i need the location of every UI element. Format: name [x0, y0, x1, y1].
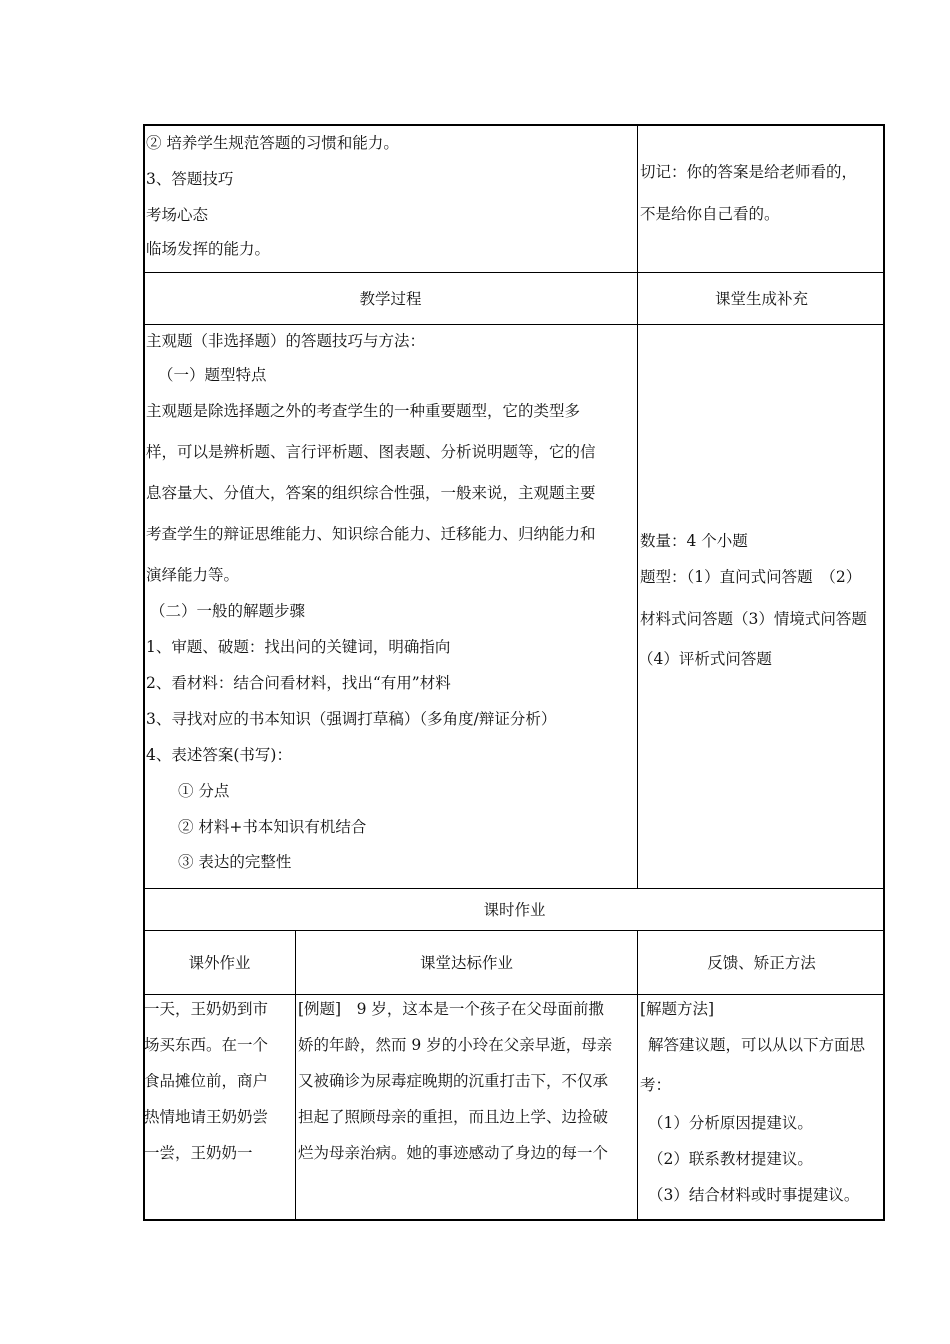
row1-left-line-3: 考场心态 — [146, 206, 209, 224]
row6-col1-line-1: 一天，王奶奶到市 — [144, 1000, 269, 1018]
row6-col2-line-2: 娇的年龄，然而 9 岁的小玲在父亲早逝，母亲 — [298, 1036, 613, 1054]
row1-left-cell — [143, 124, 637, 272]
header-class-supplement: 课堂生成补充 — [637, 272, 885, 324]
row3-right-line-1: 数量：4 个小题 — [640, 532, 748, 550]
row6-col3-line-6: （3）结合材料或时事提建议。 — [648, 1186, 860, 1204]
row3-line-10: 2、看材料：结合问看材料，找出“有用”材料 — [146, 674, 451, 692]
row3-line-15: ③ 表达的完整性 — [178, 853, 292, 871]
row3-right-line-4: （4）评析式问答题 — [638, 650, 772, 668]
row3-line-12: 4、表述答案(书写)： — [146, 746, 292, 764]
row6-col2-line-5: 烂为母亲治病。她的事迹感动了身边的每一个 — [298, 1144, 609, 1162]
row1-right-cell — [637, 124, 885, 272]
row6-col3-line-4: （1）分析原因提建议。 — [648, 1114, 813, 1132]
row3-line-6: 考查学生的辩证思维能力、知识综合能力、迁移能力、归纳能力和 — [146, 525, 596, 543]
row6-col1-line-3: 食品摊位前，商户 — [144, 1072, 269, 1090]
header-teaching-process: 教学过程 — [143, 272, 637, 324]
row3-line-2: （一）题型特点 — [158, 366, 267, 384]
row3-line-9: 1、审题、破题：找出问的关键词，明确指向 — [146, 638, 451, 656]
row3-line-3: 主观题是除选择题之外的考查学生的一种重要题型，它的类型多 — [146, 402, 581, 420]
header-homework: 课时作业 — [143, 888, 885, 930]
row1-right-line-2: 不是给你自己看的。 — [640, 205, 780, 223]
row6-col2-line-3: 又被确诊为尿毒症晚期的沉重打击下，不仅承 — [298, 1072, 609, 1090]
row3-right-cell — [637, 324, 885, 888]
row3-line-13: ① 分点 — [178, 782, 230, 800]
row6-col1-line-2: 场买东西。在一个 — [144, 1036, 269, 1054]
row6-col1-cell — [143, 994, 295, 1221]
header-outside-homework: 课外作业 — [143, 930, 295, 994]
row6-col2-line-4: 担起了照顾母亲的重担，而且边上学、边捡破 — [298, 1108, 609, 1126]
row3-left-cell — [143, 324, 637, 888]
row3-line-14: ② 材料+书本知识有机结合 — [178, 818, 367, 836]
row6-col3-line-5: （2）联系教材提建议。 — [648, 1150, 813, 1168]
row6-col3-line-3: 考： — [640, 1076, 672, 1094]
row3-line-8: （二）一般的解题步骤 — [150, 602, 306, 620]
row1-right-line-1: 切记：你的答案是给老师看的， — [640, 163, 858, 181]
row3-line-11: 3、寻找对应的书本知识（强调打草稿）（多角度/辩证分析） — [146, 710, 557, 728]
row6-col1-line-4: 热情地请王奶奶尝 — [144, 1108, 269, 1126]
header-feedback-method: 反馈、矫正方法 — [637, 930, 885, 994]
row6-col2-cell — [295, 994, 637, 1221]
row6-col3-line-1: [解题方法] — [640, 1000, 715, 1018]
header-class-homework: 课堂达标作业 — [295, 930, 637, 994]
row3-right-line-2: 题型：（1）直问式问答题 （2） — [640, 568, 862, 586]
row1-left-line-2: 3、答题技巧 — [146, 170, 234, 188]
row6-col1-line-5: 一尝，王奶奶一 — [144, 1144, 253, 1162]
row6-col3-cell — [637, 994, 885, 1221]
row6-col3-line-2: 解答建议题，可以从以下方面思 — [648, 1036, 866, 1054]
row6-col2-line-1: [例题] 9 岁，这本是一个孩子在父母面前撒 — [298, 1000, 604, 1018]
row3-line-7: 演绎能力等。 — [146, 566, 240, 584]
row1-left-line-1: ② 培养学生规范答题的习惯和能力。 — [146, 134, 399, 152]
row1-left-line-4: 临场发挥的能力。 — [146, 240, 271, 258]
row3-line-4: 样，可以是辨析题、言行评析题、图表题、分析说明题等，它的信 — [146, 443, 596, 461]
row3-line-5: 息容量大、分值大，答案的组织综合性强，一般来说，主观题主要 — [146, 484, 596, 502]
row3-right-line-3: 材料式问答题（3）情境式问答题 — [640, 610, 867, 628]
row3-line-1: 主观题（非选择题）的答题技巧与方法： — [146, 332, 426, 350]
